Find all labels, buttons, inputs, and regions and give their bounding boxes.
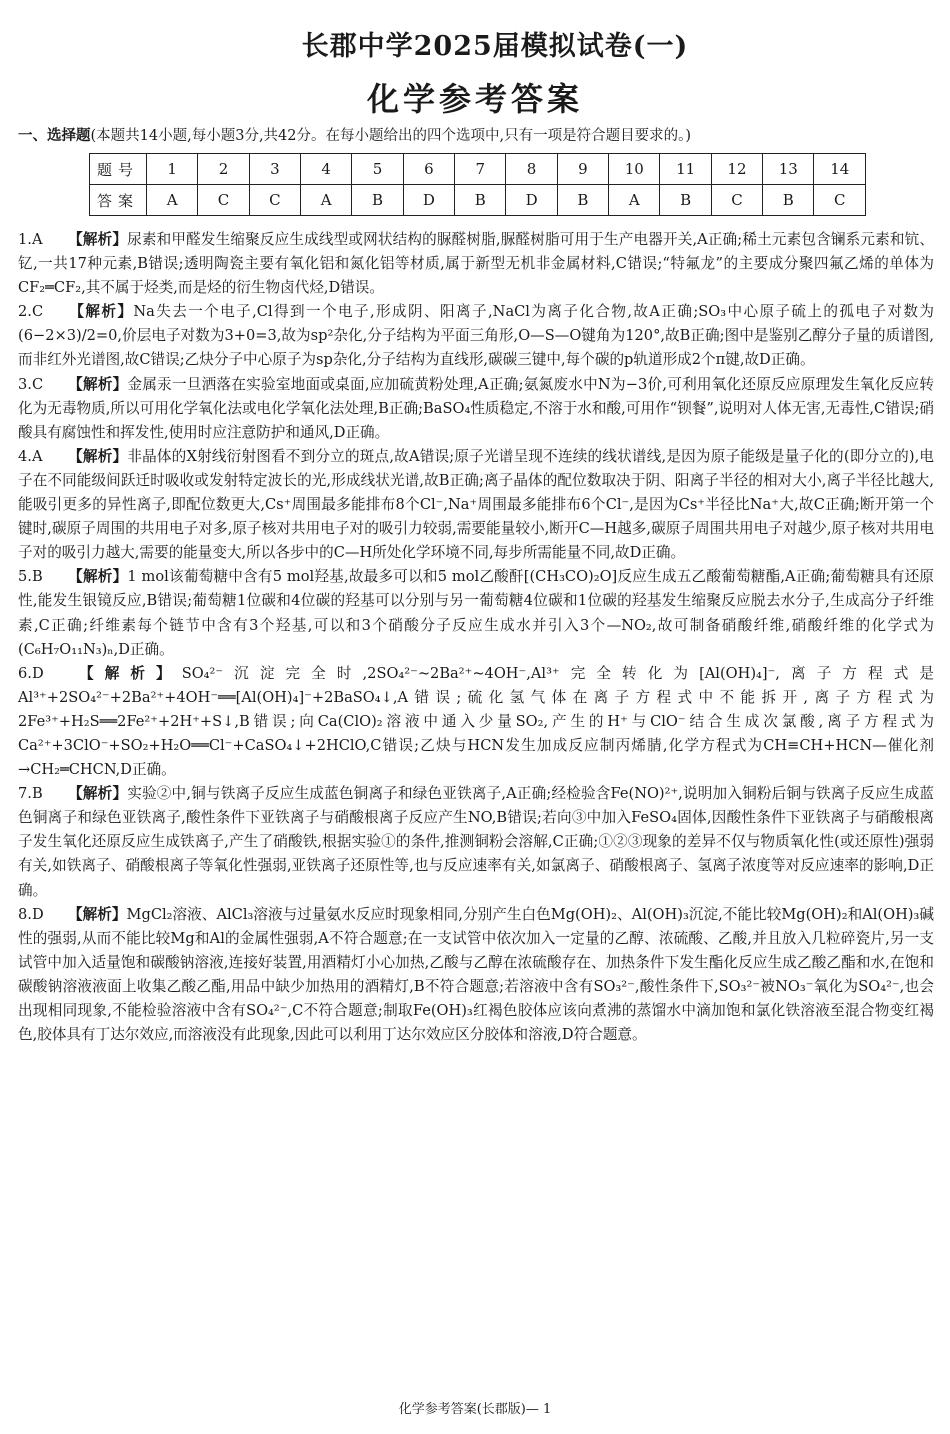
question-number: 13: [763, 154, 814, 185]
analysis-tag: 【解析】: [67, 568, 128, 586]
analysis-tag: 【解析】: [67, 905, 127, 923]
answer-cell: B: [352, 185, 403, 216]
answer-cell: C: [814, 185, 866, 216]
item-answer: A: [31, 447, 43, 465]
item-text: SO₄²⁻沉淀完全时,2SO₄²⁻~2Ba²⁺~4OH⁻,Al³⁺完全转化为[Al(OH)₄]⁻,离子方程式是Al³⁺+2SO₄²⁻+2Ba²⁺+4OH⁻══[Al(OH)₄]⁻+2BaSO₄↓,A错误;硫化氢气体在离子方程式中不能拆开,离子方程式为2Fe³⁺+H₂S══2Fe²⁺+2H⁺+S↓,B错误;向Ca(ClO)₂溶液中通入少量SO₂,产生的H⁺与ClO⁻结合生成次氯酸,离子方程式为Ca²⁺+3ClO⁻+SO₂+H₂O══Cl⁻+CaSO₄↓+2HClO,C错误;乙炔与HCN发生加成反应制丙烯腈,化学方程式为CH≡CH+HCN—催化剂→CH₂═CHCN,D正确。: [18, 664, 934, 779]
school-title: 长郡中学2025届模拟试卷(一): [301, 31, 689, 62]
question-number: 11: [660, 154, 711, 185]
row-label-answer: 答案: [90, 185, 147, 216]
question-number: 8: [506, 154, 557, 185]
question-number: 3: [249, 154, 300, 185]
item-text: 尿素和甲醛发生缩聚反应生成线型或网状结构的脲醛树脂,脲醛树脂可用于生产电器开关,A正确;稀土元素包含镧系元素和钪、钇,一共17种元素,B错误;透明陶瓷主要有氧化铝和氮化铝等材质,属于新型无机非金属材料,C错误;“特氟龙”的主要成分聚四氟乙烯的单体为CF₂═CF₂,其不属于烃类,而是烃的衍生物卤代烃,D错误。: [18, 231, 934, 297]
item-text: 实验②中,铜与铁离子反应生成蓝色铜离子和绿色亚铁离子,A正确;经检验含Fe(NO)²⁺,说明加入铜粉后铜与铁离子反应生成蓝色铜离子和绿色亚铁离子,酸性条件下亚铁离子与硝酸根离子反应产生NO,B错误;若向③中加入FeSO₄固体,因酸性条件下亚铁离子与硝酸根离子发生氧化还原反应生成铁离子,产生了硝酸铁,根据实验①的条件,推测铜粉会溶解,C正确;①②③现象的差异不仅与物质氧化性(或还原性)强弱有关,如铁离子、硝酸根离子等氧化性强弱,亚铁离子还原性等,也与反应速率有关,如氯离子、硝酸根离子、氢离子浓度等对反应速率的影响,D正确。: [18, 785, 935, 899]
question-number: 5: [352, 154, 403, 185]
answer-cell: B: [660, 185, 711, 216]
answer-cell: C: [711, 185, 762, 216]
item-number: 4.: [18, 447, 32, 465]
question-number: 4: [301, 154, 352, 185]
question-number: 2: [198, 154, 249, 185]
item-number: 5.: [18, 568, 32, 586]
item-text: 金属汞一旦洒落在实验室地面或桌面,应加硫黄粉处理,A正确;氨氮废水中N为−3价,可利用氧化还原反应原理发生氧化反应转化为无毒物质,所以可用化学氧化法或电化学氧化法处理,B正确;BaSO₄性质稳定,不溶于水和酸,可用作“钡餐”,说明对人体无害,无毒性,C错误;硝酸具有腐蚀性和挥发性,使用时应注意防护和通风,D正确。: [18, 375, 934, 441]
item-answer: D: [31, 664, 44, 682]
answer-cell: B: [763, 185, 814, 216]
section-heading-label: 一、选择题: [18, 128, 91, 144]
question-number: 6: [403, 154, 454, 185]
item-answer: C: [31, 375, 44, 393]
answer-cell: B: [557, 185, 608, 216]
page-footer: 化学参考答案(长郡版)— 1: [398, 1402, 552, 1417]
analysis-item: [18, 565, 934, 661]
answer-cell: C: [249, 185, 300, 216]
analysis-tag: 【解析】: [67, 375, 128, 393]
answer-cell: B: [455, 185, 506, 216]
question-number: 14: [814, 154, 866, 185]
item-number: 8.: [18, 905, 32, 923]
analysis-item: [18, 782, 934, 902]
item-number: 2.: [18, 303, 32, 321]
analysis-tag: 【解析】: [67, 447, 128, 465]
item-number: 1.: [18, 231, 32, 248]
item-text: 1 mol该葡萄糖中含有5 mol羟基,故最多可以和5 mol乙酸酐[(CH₃CO)₂O]反应生成五乙酸葡萄糖酯,A正确;葡萄糖具有还原性,能发生银镜反应,B错误;葡萄糖1位碳和4位碳的羟基可以分别与另一葡萄糖4位碳和1位碳的羟基发生缩聚反应脱去水分子,生成高分子纤维素,C正确;纤维素每个链节中含有3个羟基,可以和3个硝酸分子反应生成水并引入3个—NO₂,故可制备硝酸纤维,硝酸纤维的化学式为(C₆H₇O₁₁N₃)ₙ,D正确。: [18, 568, 934, 658]
answer-cell: A: [609, 185, 660, 216]
analysis-item: [18, 662, 934, 782]
analysis-item: [18, 300, 934, 372]
page-title: 化学参考答案: [366, 80, 583, 118]
answer-cell: A: [301, 185, 352, 216]
analysis-tag: 【解析】: [67, 664, 182, 682]
answer-table-answer-row: [90, 185, 866, 216]
item-answer: A: [31, 231, 43, 248]
item-answer: B: [31, 568, 43, 586]
analysis-list: [18, 228, 934, 1047]
question-number: 1: [147, 154, 198, 185]
item-text: MgCl₂溶液、AlCl₃溶液与过量氨水反应时现象相同,分别产生白色Mg(OH)₂、Al(OH)₃沉淀,不能比较Mg(OH)₂和Al(OH)₃碱性的强弱,从而不能比较Mg和Al的金属性强弱,A不符合题意;在一支试管中依次加入一定量的乙醇、浓硫酸、乙酸,并且放入几粒碎瓷片,另一支试管中加入适量饱和碳酸钠溶液,连接好装置,用酒精灯小心加热,乙酸与乙醇在浓硫酸存在、加热条件下发生酯化反应生成乙酸乙酯和水,在饱和碳酸钠溶液液面上收集乙酸乙酯,用品中缺少加热用的酒精灯,B不符合题意;若溶液中含有SO₃²⁻,酸性条件下,SO₃²⁻被NO₃⁻氧化为SO₄²⁻,也会出现相同现象,不能检验溶液中含有SO₄²⁻,C不符合题意;制取Fe(OH)₃红褐色胶体应该向煮沸的蒸馏水中滴加饱和氯化铁溶液至混合物变红褐色,胶体具有丁达尔效应,而溶液没有此现象,因此可以利用丁达尔效应区分胶体和溶液,D符合题意。: [18, 905, 934, 1044]
item-answer: B: [31, 785, 43, 803]
analysis-tag: 【解析】: [67, 231, 128, 248]
item-text: 非晶体的X射线衍射图看不到分立的斑点,故A错误;原子光谱呈现不连续的线状谱线,是因为原子能级是量子化的(即分立的),电子在不同能级间跃迁时吸收或发射特定波长的光,形成线状光谱,故B正确;离子晶体的配位数取决于阴、阳离子半径的相对大小,离子半径比越大,能吸引更多的异性离子,即配位数更大,Cs⁺周围最多能排布8个Cl⁻,Na⁺周围最多能排布6个Cl⁻,是因为Cs⁺半径比Na⁺大,故C正确;断开第一个键时,碳原子周围的共用电子对多,原子核对共用电子对的吸引力较弱,需要能量较小,断开C—H越多,碳原子周围共用电子对越少,原子核对共用电子对的吸引力越大,需要的能量变大,所以各步中的C—H所处化学环境不同,每步所需能量不同,故D正确。: [18, 447, 934, 562]
answer-cell: A: [147, 185, 198, 216]
answer-cell: C: [198, 185, 249, 216]
item-answer: C: [31, 303, 44, 321]
item-text: Na失去一个电子,Cl得到一个电子,形成阴、阳离子,NaCl为离子化合物,故A正确;SO₃中心原子硫上的孤电子对数为(6−2×3)/2=0,价层电子对数为3+0=3,故为sp²杂化,分子结构为平面三角形,O—S—O键角为120°,故B正确;图中是鉴别乙醇分子量的质谱图,而非红外光谱图,故C错误;乙炔分子中心原子为sp杂化,分子结构为直线形,碳碳三键中,每个碳的p轨道形成2个π键,故D正确。: [18, 303, 934, 369]
question-number: 12: [711, 154, 762, 185]
answer-table: [89, 153, 866, 216]
analysis-item: [18, 373, 934, 445]
analysis-tag: 【解析】: [67, 785, 128, 803]
answer-cell: D: [506, 185, 557, 216]
question-number: 10: [609, 154, 660, 185]
item-number: 3.: [18, 375, 32, 393]
item-number: 7.: [18, 785, 32, 803]
analysis-item: [18, 445, 934, 565]
analysis-tag: 【解析】: [67, 303, 134, 321]
question-number: 9: [557, 154, 608, 185]
answer-cell: D: [403, 185, 454, 216]
question-number: 7: [455, 154, 506, 185]
analysis-item: [18, 903, 934, 1048]
row-label-number: 题号: [90, 154, 147, 185]
item-answer: D: [31, 905, 44, 923]
section-heading: [18, 124, 938, 145]
section-heading-note: (本题共14小题,每小题3分,共42分。在每小题给出的四个选项中,只有一项是符合题目要求的。): [90, 128, 692, 144]
answer-table-number-row: [90, 154, 866, 185]
analysis-item: [18, 228, 934, 300]
item-number: 6.: [18, 664, 32, 682]
